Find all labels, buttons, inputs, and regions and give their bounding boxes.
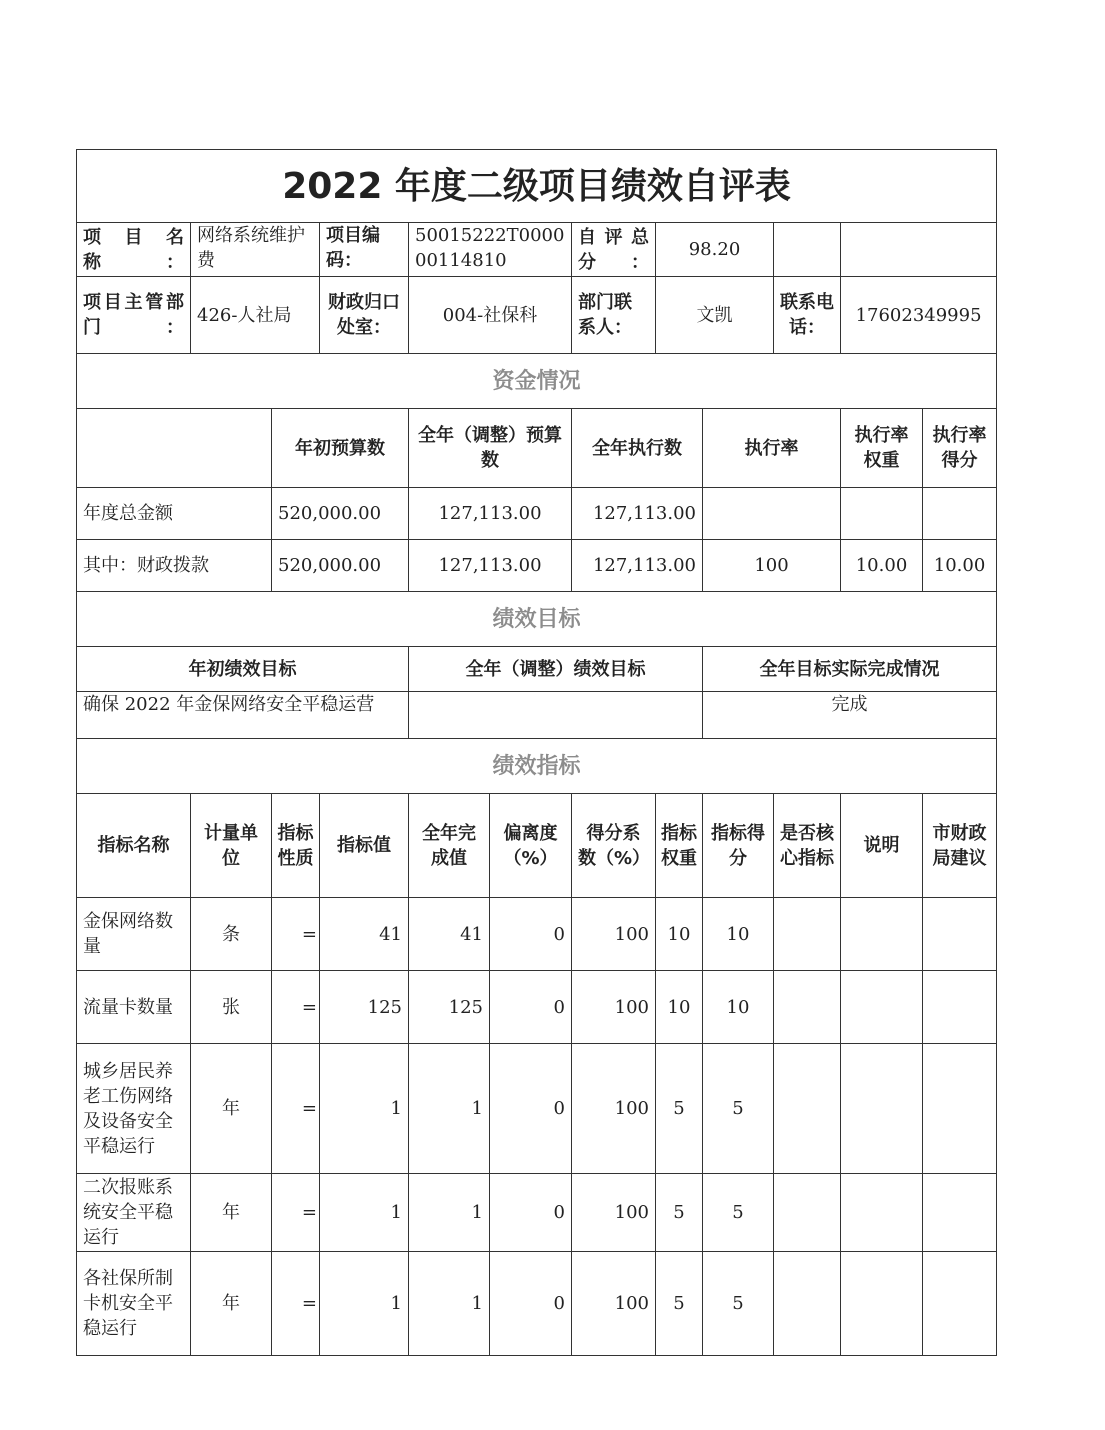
funds-executed: 127,113.00 xyxy=(572,540,703,592)
indicator-nature: = xyxy=(272,1044,320,1174)
empty-cell xyxy=(774,223,841,277)
indicator-header: 市财政局建议 xyxy=(923,794,997,898)
self-score-label: 自评总分： xyxy=(572,223,656,277)
indicator-advice xyxy=(923,898,997,971)
indicator-name: 城乡居民养老工伤网络及设备安全平稳运行 xyxy=(77,1044,191,1174)
indicator-target: 1 xyxy=(320,1252,409,1356)
indicator-header: 计量单位 xyxy=(191,794,272,898)
indicator-actual: 1 xyxy=(409,1044,490,1174)
indicator-note xyxy=(841,1044,923,1174)
indicator-deviation: 0 xyxy=(490,971,572,1044)
contact-label: 部门联系人： xyxy=(572,277,656,354)
indicator-deviation: 0 xyxy=(490,898,572,971)
indicator-header: 指标权重 xyxy=(656,794,703,898)
indicator-target: 41 xyxy=(320,898,409,971)
indicator-deviation: 0 xyxy=(490,1044,572,1174)
indicator-header: 偏离度（%） xyxy=(490,794,572,898)
dept-label: 项目主管部门： xyxy=(77,277,191,354)
indicator-unit: 条 xyxy=(191,898,272,971)
finance-office-label: 财政归口处室： xyxy=(320,277,409,354)
funds-executed: 127,113.00 xyxy=(572,488,703,540)
indicator-header: 全年完成值 xyxy=(409,794,490,898)
indicator-header: 指标名称 xyxy=(77,794,191,898)
indicator-weight: 10 xyxy=(656,898,703,971)
indicator-deviation: 0 xyxy=(490,1174,572,1252)
funds-section-title: 资金情况 xyxy=(77,354,997,409)
initial-goal: 确保 2022 年金保网络安全平稳运营 xyxy=(77,692,409,739)
indicator-nature: = xyxy=(272,971,320,1044)
indicator-coef: 100 xyxy=(572,1044,656,1174)
indicator-target: 1 xyxy=(320,1044,409,1174)
indicator-core xyxy=(774,1174,841,1252)
indicator-actual: 1 xyxy=(409,1174,490,1252)
indicator-coef: 100 xyxy=(572,898,656,971)
page-title: 2022 年度二级项目绩效自评表 xyxy=(77,150,997,223)
indicator-advice xyxy=(923,971,997,1044)
indicator-header: 是否核心指标 xyxy=(774,794,841,898)
funds-score: 10.00 xyxy=(923,540,997,592)
indicator-header: 得分系数（%） xyxy=(572,794,656,898)
indicator-actual: 1 xyxy=(409,1252,490,1356)
indicator-advice xyxy=(923,1044,997,1174)
indicator-unit: 年 xyxy=(191,1044,272,1174)
indicator-coef: 100 xyxy=(572,1174,656,1252)
indicator-nature: = xyxy=(272,1174,320,1252)
indicator-note xyxy=(841,1174,923,1252)
funds-weight xyxy=(841,488,923,540)
indicator-score: 5 xyxy=(703,1044,774,1174)
adjusted-goal xyxy=(409,692,703,739)
funds-adjusted: 127,113.00 xyxy=(409,488,572,540)
indicator-name: 流量卡数量 xyxy=(77,971,191,1044)
goals-header: 全年（调整）绩效目标 xyxy=(409,647,703,692)
funds-header: 年初预算数 xyxy=(272,409,409,488)
goals-header: 年初绩效目标 xyxy=(77,647,409,692)
indicator-score: 5 xyxy=(703,1252,774,1356)
funds-header: 全年（调整）预算数 xyxy=(409,409,572,488)
indicator-deviation: 0 xyxy=(490,1252,572,1356)
phone-value: 17602349995 xyxy=(841,277,997,354)
performance-evaluation-table xyxy=(76,149,997,1356)
indicator-header: 说明 xyxy=(841,794,923,898)
indicator-score: 5 xyxy=(703,1174,774,1252)
indicator-unit: 年 xyxy=(191,1252,272,1356)
indicator-header: 指标得分 xyxy=(703,794,774,898)
indicator-score: 10 xyxy=(703,971,774,1044)
goals-header: 全年目标实际完成情况 xyxy=(703,647,997,692)
indicator-target: 1 xyxy=(320,1174,409,1252)
dept-value: 426-人社局 xyxy=(191,277,320,354)
indicators-section-title: 绩效指标 xyxy=(77,739,997,794)
project-name-label: 项 目 名 称： xyxy=(77,223,191,277)
indicator-core xyxy=(774,971,841,1044)
project-code-label: 项目编码： xyxy=(320,223,409,277)
indicator-note xyxy=(841,898,923,971)
funds-header: 执行率 xyxy=(703,409,841,488)
indicator-nature: = xyxy=(272,1252,320,1356)
indicator-actual: 41 xyxy=(409,898,490,971)
indicator-actual: 125 xyxy=(409,971,490,1044)
funds-rate xyxy=(703,488,841,540)
contact-value: 文凯 xyxy=(656,277,774,354)
indicator-advice xyxy=(923,1174,997,1252)
indicator-weight: 5 xyxy=(656,1044,703,1174)
indicator-coef: 100 xyxy=(572,971,656,1044)
funds-initial: 520,000.00 xyxy=(272,540,409,592)
indicator-weight: 10 xyxy=(656,971,703,1044)
empty-cell xyxy=(77,409,272,488)
indicator-weight: 5 xyxy=(656,1174,703,1252)
indicator-core xyxy=(774,1252,841,1356)
indicator-core xyxy=(774,1044,841,1174)
indicator-nature: = xyxy=(272,898,320,971)
phone-label: 联系电话： xyxy=(774,277,841,354)
indicator-name: 各社保所制卡机安全平稳运行 xyxy=(77,1252,191,1356)
empty-cell xyxy=(841,223,997,277)
funds-header: 全年执行数 xyxy=(572,409,703,488)
funds-rate: 100 xyxy=(703,540,841,592)
funds-header: 执行率权重 xyxy=(841,409,923,488)
self-score-value: 98.20 xyxy=(656,223,774,277)
finance-office-value: 004-社保科 xyxy=(409,277,572,354)
funds-row-label: 其中：财政拨款 xyxy=(77,540,272,592)
indicator-header: 指标值 xyxy=(320,794,409,898)
project-code-value: 50015222T000000114810 xyxy=(409,223,572,277)
indicator-target: 125 xyxy=(320,971,409,1044)
indicator-core xyxy=(774,898,841,971)
indicator-weight: 5 xyxy=(656,1252,703,1356)
project-name-value: 网络系统维护费 xyxy=(191,223,320,277)
indicator-unit: 年 xyxy=(191,1174,272,1252)
indicator-coef: 100 xyxy=(572,1252,656,1356)
indicator-advice xyxy=(923,1252,997,1356)
goal-completion: 完成 xyxy=(703,692,997,739)
funds-adjusted: 127,113.00 xyxy=(409,540,572,592)
indicator-note xyxy=(841,971,923,1044)
indicator-header: 指标性质 xyxy=(272,794,320,898)
indicator-note xyxy=(841,1252,923,1356)
goals-section-title: 绩效目标 xyxy=(77,592,997,647)
funds-weight: 10.00 xyxy=(841,540,923,592)
funds-header: 执行率得分 xyxy=(923,409,997,488)
indicator-name: 金保网络数量 xyxy=(77,898,191,971)
indicator-name: 二次报账系统安全平稳运行 xyxy=(77,1174,191,1252)
indicator-score: 10 xyxy=(703,898,774,971)
funds-score xyxy=(923,488,997,540)
funds-row-label: 年度总金额 xyxy=(77,488,272,540)
funds-initial: 520,000.00 xyxy=(272,488,409,540)
indicator-unit: 张 xyxy=(191,971,272,1044)
